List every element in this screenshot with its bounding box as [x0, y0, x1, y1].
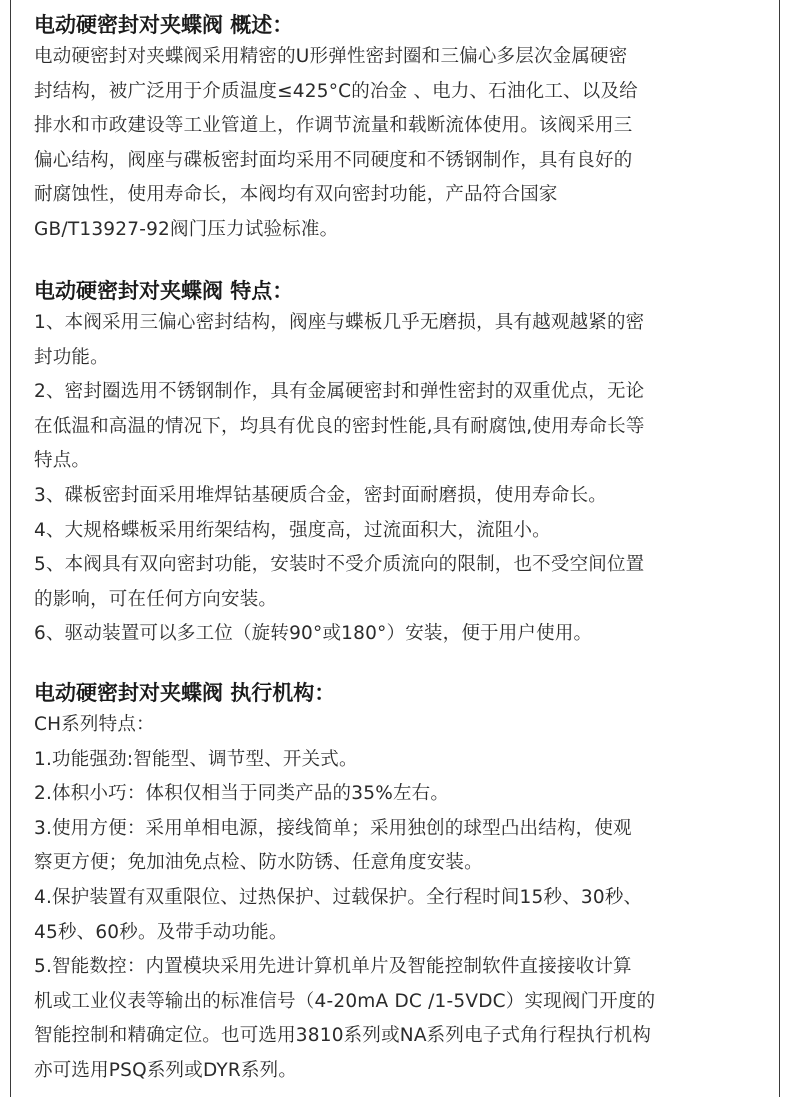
features-text [34, 306, 754, 652]
text-line: 耐腐蚀性，使用寿命长，本阀均有双向密封功能，产品符合国家 [34, 184, 558, 206]
text-line: 电动硬密封对夹蝶阀采用精密的U形弹性密封圈和三偏心多层次金属硬密 [34, 46, 628, 67]
text-line: 封功能。 [34, 346, 109, 368]
text-line: 机或工业仪表等输出的标准信号（4-20mA DC /1-5VDC）实现阀门开度的 [34, 990, 656, 1012]
text-line: 6、驱动装置可以多工位（旋转90°或180°）安装，便于用户使用。 [34, 623, 593, 645]
text-line: 智能控制和精确定位。也可选用3810系列或NA系列电子式角行程执行机构 [34, 1025, 652, 1047]
text-line: 5.智能数控：内置模块采用先进计算机单片及智能控制软件直接接收计算 [34, 956, 632, 978]
text-line: 5、本阀具有双向密封功能，安装时不受介质流向的限制，也不受空间位置 [34, 554, 645, 576]
text-line: 封结构，被广泛用于介质温度≤425°C的冶金 、电力、石油化工、以及给 [34, 80, 638, 102]
text-line: 3、碟板密封面采用堆焊钴基硬质合金，密封面耐磨损，使用寿命长。 [34, 484, 607, 506]
text-line: 排水和市政建设等工业管道上，作调节流量和载断流体使用。该阀采用三 [34, 115, 633, 137]
text-line: 4、大规格蝶板采用绗架结构，强度高，过流面积大，流阻小。 [34, 519, 551, 541]
text-line: 在低温和高温的情况下，均具有优良的密封性能,具有耐腐蚀,使用寿命长等 [34, 415, 645, 437]
text-line: 3.使用方便：采用单相电源，接线简单；采用独创的球型凸出结构，使观 [34, 817, 632, 839]
features-section [34, 276, 754, 652]
text-line: GB/T13927-92阀门压力试验标准。 [34, 218, 339, 240]
overview-text [34, 40, 754, 248]
text-line: 4.保护装置有双重限位、过热保护、过载保护。全行程时间15秒、30秒、 [34, 886, 643, 908]
text-line: 1、本阀采用三偏心密封结构，阀座与蝶板几乎无磨损，具有越观越紧的密 [34, 312, 645, 333]
text-line: 偏心结构，阀座与碟板密封面均采用不同硬度和不锈钢制作，具有良好的 [34, 149, 633, 171]
overview-heading: 电动硬密封对夹蝶阀 概述： [34, 13, 294, 37]
text-line: 的影响，可在任何方向安装。 [34, 588, 278, 610]
text-line: CH系列特点： [34, 714, 155, 735]
text-line: 45秒、60秒。及带手动功能。 [34, 921, 288, 943]
actuator-heading: 电动硬密封对夹蝶阀 执行机构： [34, 681, 336, 705]
text-line: 2.体积小巧：体积仅相当于同类产品的35%左右。 [34, 783, 450, 805]
text-line: 察更方便；免加油免点检、防水防锈、任意角度安装。 [34, 852, 483, 874]
text-line: 亦可选用PSQ系列或DYR系列。 [34, 1059, 298, 1081]
actuator-text [34, 708, 754, 1089]
actuator-section [34, 678, 754, 1089]
text-line: 1.功能强劲:智能型、调节型、开关式。 [34, 748, 358, 770]
overview-section [34, 10, 754, 248]
features-heading: 电动硬密封对夹蝶阀 特点： [34, 279, 294, 303]
text-line: 特点。 [34, 450, 91, 472]
text-line: 2、密封圈选用不锈钢制作，具有金属硬密封和弹性密封的双重优点，无论 [34, 381, 645, 403]
